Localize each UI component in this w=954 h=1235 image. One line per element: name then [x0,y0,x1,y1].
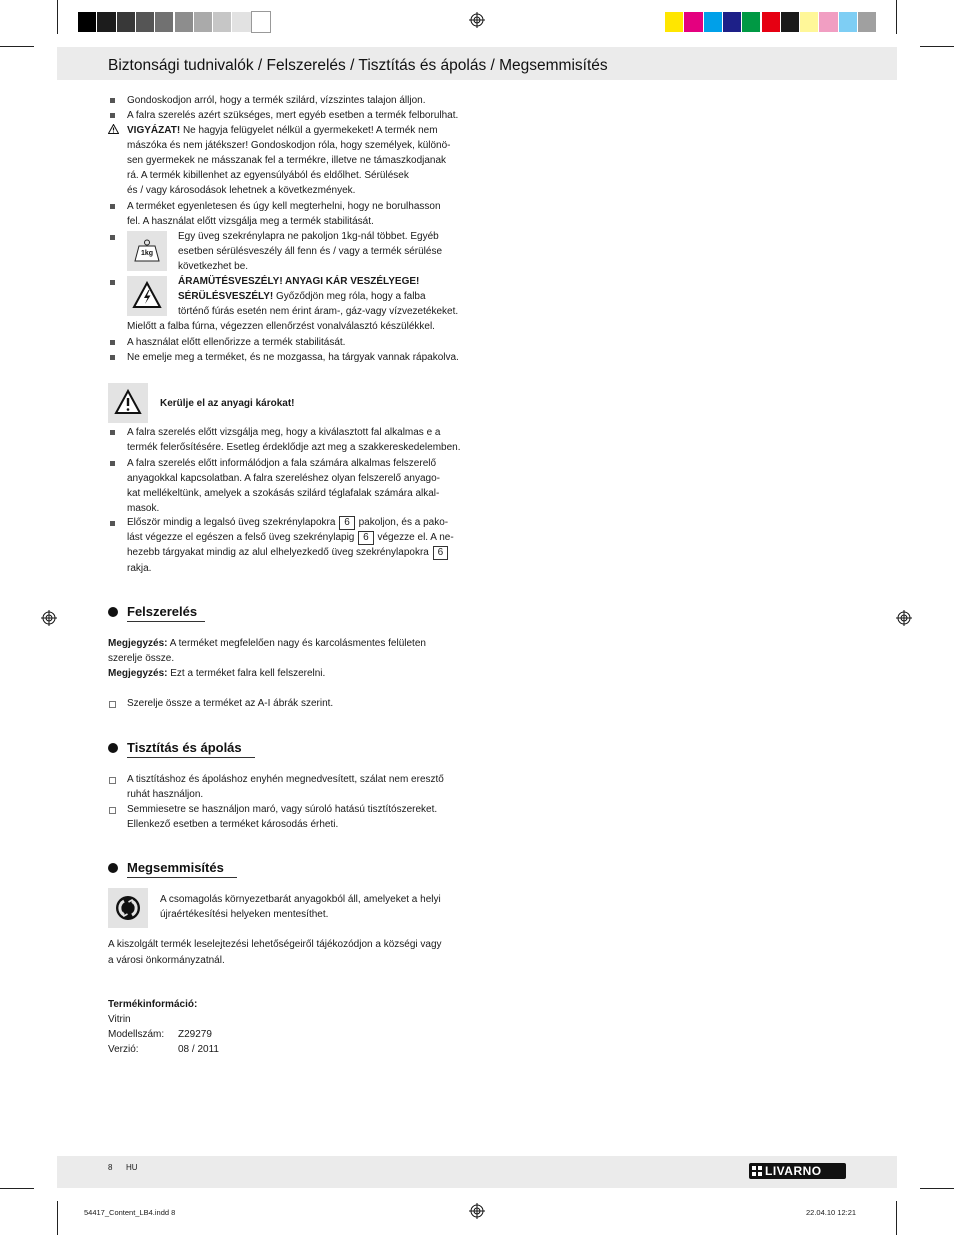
list-item: Először mindig a legalsó üveg szekrénylapokra 6 pakoljon, és a pako- [127,517,449,528]
heading-underline [127,877,237,878]
paragraph-line: újraértékesítési helyeken mentesíthet. [160,909,329,920]
part-number-box: 6 [433,546,449,560]
text-line: történő fúrás esetén nem érint áram-, gáz-vagy vízvezetékeket. [178,306,459,317]
color-swatch [684,12,702,32]
step-checkbox-icon [109,701,116,708]
bullet [110,98,115,103]
section-heading-disposal: Megsemmisítés [127,860,224,875]
print-timestamp: 22.04.10 12:21 [806,1208,857,1217]
color-swatch [194,12,212,32]
color-swatch [762,12,780,32]
text-line: Mielőtt a falba fúrna, végezzen ellenőrzést vonalválasztó készülékkel. [127,321,435,332]
caution-text: Kerülje el az anyagi károkat! [160,398,295,409]
text-line: és / vagy károsodások lehetnek a következmények. [127,185,356,196]
note-line: Megjegyzés: Ezt a terméket falra kell felszerelni. [108,668,326,679]
weight-icon-label: 1kg [140,250,154,257]
registration-mark-icon [896,610,912,626]
color-swatch [97,12,115,32]
step-item: Szerelje össze a terméket az A-I ábrák szerint. [127,698,334,709]
step-item: A tisztításhoz és ápoláshoz enyhén megnedvesített, szálat nem eresztő [127,774,444,785]
recycling-icon-box [108,888,148,928]
list-item: A falra szerelés azért szükséges, mert egyéb esetben a termék felborulhat. [127,110,459,121]
color-swatch [136,12,154,32]
text-line: ruhát használjon. [127,789,204,800]
text-line: rá. A termék kibillenhet az egyensúlyából és eldőlhet. Sérülések [127,170,409,181]
bullet [110,204,115,209]
color-swatch [839,12,857,32]
color-swatch [858,12,876,32]
bullet [110,461,115,466]
text-line: szerelje össze. [108,653,175,664]
brand-name: LIVARNO [765,1164,822,1178]
list-item: Gondoskodjon arról, hogy a termék szilárd, vízszintes talajon álljon. [127,95,426,106]
text-line: lást végezze el egészen a felső üveg szekrénylapig 6 végezze el. A ne- [127,532,454,543]
product-name: Vitrin [108,1014,131,1025]
color-swatch [723,12,741,32]
color-swatch [819,12,837,32]
color-swatch [665,12,683,32]
section-heading-cleaning: Tisztítás és ápolás [127,740,242,755]
registration-mark-icon [469,12,485,28]
step-checkbox-icon [109,807,116,814]
bullet [110,113,115,118]
brand-mark-icon [752,1166,762,1176]
brand-logo [749,1163,846,1179]
color-swatch [781,12,799,32]
text-line: SÉRÜLÉSVESZÉLY! Győződjön meg róla, hogy a falba [178,291,426,302]
caution-icon-box [108,383,148,423]
text-line: Ellenkező esetben a terméket károsodás érheti. [127,819,339,830]
section-heading-assembly: Felszerelés [127,604,198,619]
list-item: ÁRAMÜTÉSVESZÉLY! ANYAGI KÁR VESZÉLYEGE! [178,276,420,287]
list-item: Ne emelje meg a terméket, és ne mozgassa, ha tárgyak vannak rápakolva. [127,352,459,363]
model-number: Z29279 [178,1029,212,1040]
section-bullet-icon [108,863,118,873]
list-item: A használat előtt ellenőrizze a termék stabilitását. [127,337,346,348]
list-item: A falra szerelés előtt informálódjon a fala számára alkalmas felszerelő [127,458,437,469]
color-swatch [252,12,270,32]
color-swatch [800,12,818,32]
color-swatch [704,12,722,32]
list-item: VIGYÁZAT! Ne hagyja felügyelet nélkül a gyermekeket! A termék nem [127,125,438,136]
text-line: termék felerősítésére. Esetleg érdeklődje azt meg a szakkereskedelemben. [127,442,461,453]
color-swatch [155,12,173,32]
color-swatch [175,12,193,32]
list-item: A falra szerelés előtt vizsgálja meg, hogy a kiválasztott fal alkalmas e a [127,427,441,438]
step-checkbox-icon [109,777,116,784]
bullet [110,430,115,435]
text-line: masok. [127,503,160,514]
registration-mark-icon [469,1203,485,1219]
heading-underline [127,621,205,622]
page-number: 8 [108,1163,113,1172]
bullet [110,521,115,526]
color-swatch [232,12,250,32]
language-code: HU [126,1163,138,1172]
text-line: anyagokkal kapcsolatban. A falra szereléshez olyan felszerelő anyago- [127,473,440,484]
list-item: A terméket egyenletesen és úgy kell megterhelni, hogy ne borulhasson [127,201,441,212]
text-line: kat mellékeltünk, amelyek a szokásás szilárd téglafalak számára alkal- [127,488,440,499]
section-bullet-icon [108,607,118,617]
text-line: fel. A használat előtt vizsgálja meg a termék stabilitását. [127,216,374,227]
warning-icon [114,389,142,415]
bullet [110,235,115,240]
registration-mark-icon [41,610,57,626]
bullet [110,355,115,360]
list-item: Egy üveg szekrénylapra ne pakoljon 1kg-nál többet. Egyéb [178,231,439,242]
section-bullet-icon [108,743,118,753]
page-title: Biztonsági tudnivalók / Felszerelés / Tisztítás és ápolás / Megsemmisítés [108,57,608,74]
note-line: Megjegyzés: A terméket megfelelően nagy és karcolásmentes felületen [108,638,426,649]
paragraph-line: A kiszolgált termék leselejtezési lehetőségeiről tájékozódjon a községi vagy [108,939,442,950]
step-item: Semmiesetre se használjon maró, vagy súroló hatású tisztítószereket. [127,804,438,815]
text-line: következhet be. [178,261,249,272]
green-dot-recycling-icon [115,895,141,921]
part-number-box: 6 [358,531,374,545]
warning-icon [108,124,119,134]
model-label: Modellszám: [108,1029,165,1040]
weight-icon-box [127,231,167,271]
color-swatch [117,12,135,32]
electric-shock-icon [132,281,162,309]
text-line: hezebb tárgyakat mindig az alul elhelyezkedő üveg szekrénylapokra 6 [127,545,449,560]
text-line: esetben sérülésveszély áll fenn és / vagy a termék sérülése [178,246,443,257]
version-label: Verzió: [108,1044,139,1055]
text-line: rakja. [127,563,152,574]
file-slug: 54417_Content_LB4.indd 8 [84,1208,176,1217]
bullet [110,340,115,345]
warning-label: VIGYÁZAT! [127,125,181,136]
version-value: 08 / 2011 [178,1044,219,1055]
paragraph-line: A csomagolás környezetbarát anyagokból áll, amelyeket a helyi [160,894,441,905]
bullet [110,280,115,285]
electric-hazard-icon-box [127,276,167,316]
heading-underline [127,757,255,758]
part-number-box: 6 [339,516,355,530]
color-swatch [742,12,760,32]
text-line: mászóka és nem játékszer! Gondoskodjon róla, hogy személyek, különö- [127,140,451,151]
color-swatch [78,12,96,32]
color-swatch [213,12,231,32]
product-info-heading: Termékinformáció: [108,999,198,1010]
text-line: sen gyermekek ne másszanak fel a termékre, illetve ne támaszkodjanak [127,155,447,166]
paragraph-line: a városi önkormányzatnál. [108,955,225,966]
